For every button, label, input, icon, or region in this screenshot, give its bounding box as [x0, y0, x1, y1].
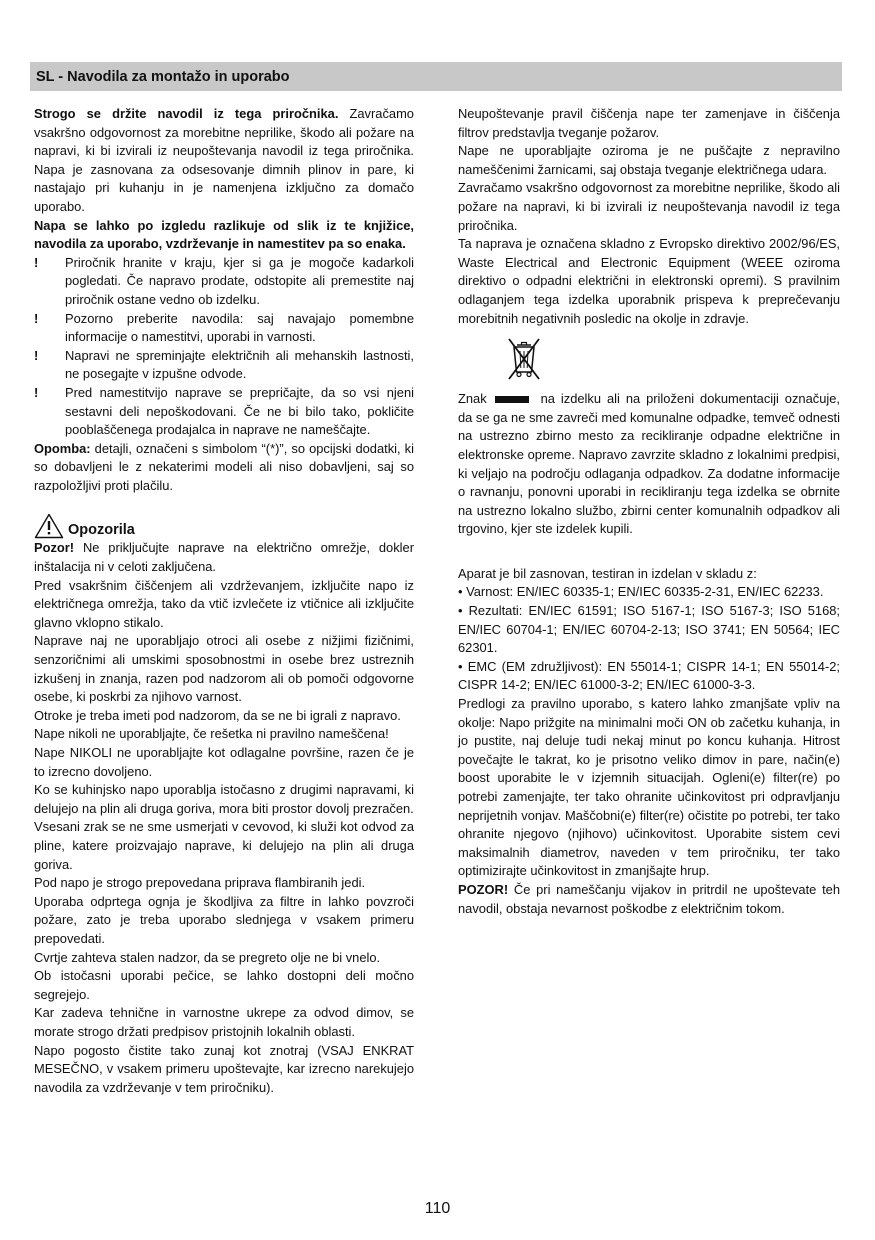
warning-paragraph: Otroke je treba imeti pod nadzorom, da se ne bi igrali z napravo.	[34, 707, 401, 723]
exclamation-icon: !	[34, 254, 39, 270]
spacer	[458, 539, 840, 565]
tips-paragraph: Predlogi za pravilno uporabo, s katero lahko zmanjšate vpliv na okolje: Napo prižgite na minimalni moči ON ob začetku kuhanja, in jo pustite, naj deluje tudi nekaj minut po koncu kuhanja. Hitrost povečajte le takrat, ko je prisotno veliko dimov in pare, način(e) boost uporabite le v izjemnih situacijah. Ogleni(e) filter(re) po potrebi zamenjajte, ter tako ohranite učinkovitost pri odpravljanju neprijetnih vonjav. Maščobni(e) filter(re) očistite po potrebi, ter tako ohranite njegovo (njihovo) učinkovitost. Uporabite sistem cevi maksimalnih diametrov, naveden v tem priročniku, ter tako optimizirajte učinkovitost in zmanjšajte hrup.	[458, 696, 840, 879]
warning-paragraph: Cvrtje zahteva stalen nadzor, da se pregreto olje ne bi vnelo.	[34, 949, 381, 965]
appearance-note: Napa se lahko po izgledu razlikuje od slik iz te knjižice, navodila za uporabo, vzdrževanje in namestitev pa so enaka.	[34, 217, 414, 252]
solid-bar-icon	[495, 396, 529, 403]
exclamation-icon: !	[34, 310, 39, 326]
cleaning-paragraph: Neupoštevanje pravil čiščenja nape ter zamenjave in čiščenja filtrov predstavlja tveganje požarov.	[458, 106, 840, 140]
warning-paragraph: Ob istočasni uporabi pečice, se lahko dostopni deli močno segrejejo.	[34, 968, 414, 1002]
compliance-intro: Aparat je bil zasnovan, testiran in izdelan v skladu z:	[458, 565, 757, 581]
lamp-paragraph: Nape ne uporabljajte oziroma je ne puščajte z nepravilno nameščenimi žarnicami, saj obstaja tveganje električnega udara.	[458, 143, 840, 177]
page-number: 110	[424, 1200, 451, 1217]
exclamation-icon: !	[34, 347, 39, 363]
list-item	[34, 254, 414, 310]
intro-bold: Strogo se držite navodil iz tega priročnika.	[34, 106, 339, 121]
weee-symbol	[458, 334, 840, 384]
warnings-title: Opozorila	[68, 522, 135, 539]
compliance-item: • Varnost: EN/IEC 60335-1; EN/IEC 60335-2-31, EN/IEC 62233.	[458, 584, 824, 600]
znak-paragraph	[458, 390, 840, 539]
compliance-item: • Rezultati: EN/IEC 61591; ISO 5167-1; ISO 5167-3; ISO 5168; EN/IEC 60704-1; EN/IEC 60704-2-13; ISO 3741; EN 50564; IEC 62301.	[458, 603, 840, 656]
list-item	[34, 310, 414, 347]
warning-triangle-icon	[34, 513, 64, 539]
warning-paragraph: Nape NIKOLI ne uporabljajte kot odlagalne površine, razen če je to izrecno dovoljeno.	[34, 745, 414, 779]
warning-paragraph: Pod napo je strogo prepovedana priprava flambiranih jedi.	[34, 875, 366, 891]
note-text: detajli, označeni s simbolom “(*)”, so opcijski dodatki, ki so dobavljeni le z nekaterimi modeli ali niso dobavljeni, saj so razpoložljivi proti plačilu.	[34, 440, 414, 493]
compliance-item: • EMC (EM združljivost): EN 55014-1; CISPR 14-1; EN 55014-2; CISPR 14-2; EN/IEC 61000-3-2; EN/IEC 61000-3-3.	[458, 658, 840, 693]
list-item	[34, 384, 414, 440]
list-item-text: Napravi ne spreminjajte električnih ali mehanskih lastnosti, ne posegajte v izpušne odvode.	[65, 347, 414, 382]
pozor2-paragraph	[458, 881, 840, 918]
warning-paragraph: Nape nikoli ne uporabljajte, če rešetka ni pravilno nameščena!	[34, 726, 389, 742]
list-item-text: Priročnik hranite v kraju, kjer si ga je mogoče kadarkoli pogledati. Če napravo prodate, odstopite ali premestite naj priročnik ostane vedno ob izdelku.	[65, 254, 414, 307]
note-bold: Opomba:	[34, 440, 91, 456]
exclamation-icon: !	[34, 384, 39, 400]
warning-paragraph: Ko se kuhinjsko napo uporablja istočasno z drugimi napravami, ki delujejo na plin ali druga goriva, mora biti prostor dovolj prezračen.	[34, 782, 414, 816]
znak-text: na izdelku ali na priloženi dokumentaciji označuje, da se ga ne sme zavreči med komunalne odpadke, temveč odnesti na ustrezno zbirno mesto za recikliranje odpadne električne in elektronske opreme. Napravo zavrzite skladno z lokalnimi predpisi, ki veljajo na področju odlaganja odpadkov. Za dodatne informacije o ravnanju, ponovni uporabi in recikliranju tega izdelka se obrnite na ustrezno lokalno službo, zbirni center komunalnih odpadkov ali trgovino, kjer ste izdelek kupili.	[458, 391, 840, 537]
list-item	[34, 347, 414, 384]
warning-paragraph: Pred vsakršnim čiščenjem ali vzdrževanjem, izključite napo iz električnega omrežja, tako da vtič izvlečete iz vtičnice ali izključite glavno vklopno stikalo.	[34, 577, 414, 630]
note-paragraph	[34, 440, 414, 496]
pozor-text: Ne priključujte naprave na električno omrežje, dokler inštalacija ni v celoti zaključena.	[34, 540, 414, 575]
liability-paragraph: Zavračamo vsakršno odgovornost za morebitne neprilike, škodo ali požare na napravi, ki bi izvirali iz neupoštevanja navodil iz tega priročnika.	[458, 180, 840, 233]
warning-paragraph: Napo pogosto čistite tako zunaj kot znotraj (VSAJ ENKRAT MESEČNO, v vsakem primeru upoštevajte, kar izrecno narekujejo navodila za vzdrževanje v tem priročniku).	[34, 1042, 414, 1095]
weee-paragraph: Ta naprava je označena skladno z Evropsko direktivo 2002/96/ES, Waste Electrical and Electronic Equipment (WEEE oziroma direktivo o odpadni električni in elektronski opremi). S pravilnim odlaganjem tega izdelka uporabnik prispeva k preprečevanju morebitnih negativnih posledic na okolje in zdravje.	[458, 236, 840, 326]
warning-paragraph: Uporaba odprtega ognja je škodljiva za filtre in lahko povzroči požare, zato je treba uporabo slednjega v vsakem primeru prepovedati.	[34, 893, 414, 946]
intro-paragraph	[34, 105, 414, 217]
pozor-paragraph	[34, 539, 414, 576]
pozor-bold: Pozor!	[34, 540, 75, 556]
pozor2-text: Če pri nameščanju vijakov in pritrdil ne upoštevate teh navodil, obstaja nevarnost poškodbe z električnim tokom.	[458, 881, 840, 916]
left-column	[34, 105, 414, 1097]
warning-paragraph: Naprave naj ne uporabljajo otroci ali osebe z nižjimi fizičnimi, senzoričnimi ali umskimi sposobnostmi in osebe brez ustreznih izkušenj in znanja, razen pod nadzorom ali ob pomoči odgovorne osebe, ki poskrbi za njihovo varnost.	[34, 633, 414, 705]
list-item-text: Pred namestitvijo naprave se prepričajte, da so vsi njeni sestavni deli nepoškodovani. Če ne bi bilo tako, pokličite pooblaščenega prodajalca in napravе ne nameščajte.	[65, 384, 414, 438]
safety-bullet-list	[34, 254, 414, 440]
znak-word: Znak	[458, 391, 487, 407]
crossed-bin-icon	[504, 334, 544, 382]
list-item-text: Pozorno preberite navodila: saj navajajo pomembne informacije o namestitvi, uporabi in varnosti.	[65, 310, 414, 345]
warning-paragraph: Kar zadeva tehnične in varnostne ukrepe za odvod dimov, se morate strogo držati predpisov pristojnih lokalnih oblasti.	[34, 1005, 414, 1039]
warning-paragraph: Vsesani zrak se ne sme usmerjati v cevovod, ki služi kot odvod za pline, katere proizvajajo naprave, ki delujejo na plin ali druga goriva.	[34, 819, 414, 872]
right-column	[458, 105, 840, 918]
pozor2-bold: POZOR!	[458, 881, 509, 897]
warnings-heading	[34, 511, 414, 539]
intro-text: Zavračamo vsakršno odgovornost za morebitne neprilike, škodo ali požare na napravi, ki bi izvirali iz neupoštevanja navodil iz tega priročnika. Napa je zasnovana za odsesovanje dimnih plinov in pare, ki nastajajo pri kuhanju in je namenjena izključno za domačo uporabo.	[34, 106, 414, 214]
section-title: SL - Navodila za montažo in uporabo	[30, 62, 842, 91]
